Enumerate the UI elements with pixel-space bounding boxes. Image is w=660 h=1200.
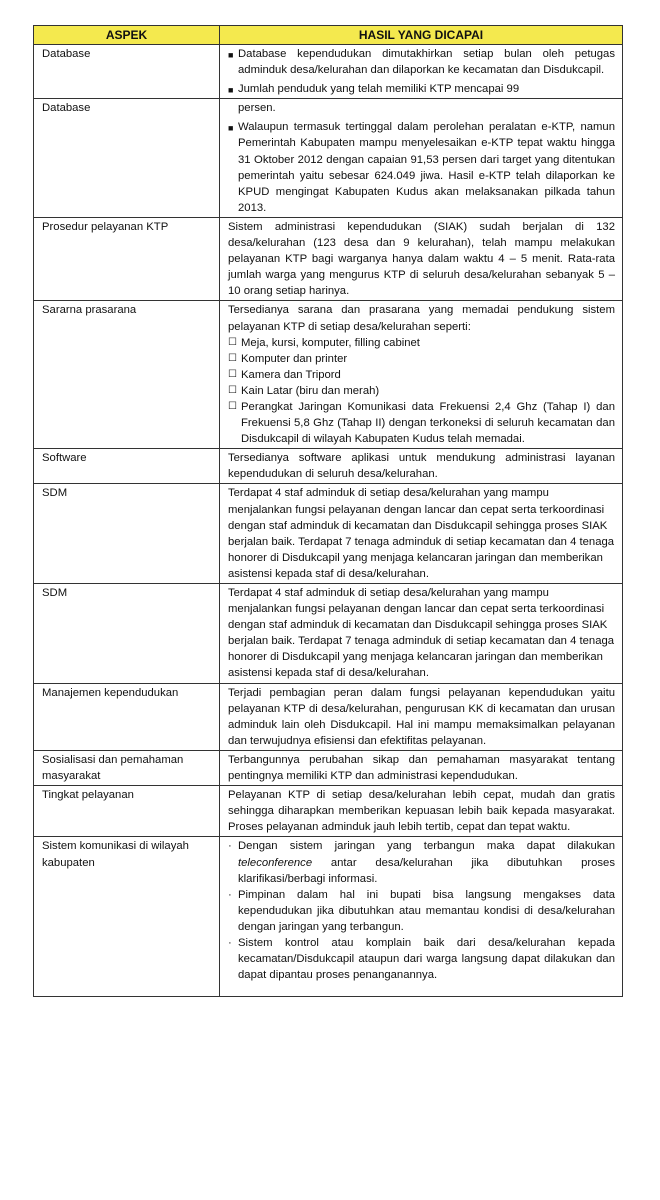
- checkbox-icon: ☐: [228, 336, 237, 348]
- table-row: [34, 786, 623, 837]
- checkbox-icon: ☐: [228, 384, 237, 396]
- dot-item: · Dengan sistem jaringan yang terbangun maka dapat dilakukan teleconference antar desa/kelurahan jika dibutuhkan proses klarifikasi/berbagi informasi.: [228, 840, 615, 885]
- table-row: [34, 683, 623, 750]
- dot-bullet-icon: ·: [228, 840, 232, 853]
- table-row: [34, 449, 623, 484]
- table-row: [34, 99, 623, 218]
- square-bullet-icon: ■: [228, 85, 234, 96]
- result-cell: Terdapat 4 staf adminduk di setiap desa/kelurahan yang mampu menjalankan fungsi pelayanan dengan lancar dan cepat serta terkoordinasi dengan staf adminduk di kecamatan dan Disdukcapil sehingga proses SIAK berjalan baik. Terdapat 7 tenaga adminduk di setiap kecamatan dan 4 tenaga honorer di Disdukcapil yang menjaga kelancaran jaringan dan memberikan asistensi kepada staf di desa/kelurahan.: [220, 484, 623, 584]
- result-cell: Terdapat 4 staf adminduk di setiap desa/kelurahan yang mampu menjalankan fungsi pelayanan dengan lancar dan cepat serta terkoordinasi dengan staf adminduk di kecamatan dan Disdukcapil sehingga proses SIAK berjalan baik. Terdapat 7 tenaga adminduk di setiap kecamatan dan 4 tenaga honorer di Disdukcapil yang menjaga kelancaran jaringan dan memberikan asistensi kepada staf di desa/kelurahan.: [220, 584, 623, 684]
- result-cell: Tersedianya sarana dan prasarana yang memadai pendukung sistem pelayanan KTP di setiap desa/kelurahan seperti: ☐ Meja, kursi, komputer, filling cabinet ☐ Komputer dan printer ☐ Kamera dan Tripord ☐ Kain Latar (biru dan merah) ☐ Perangkat Jaringan Komunikasi data Frekuensi 2,4 Ghz (Tahap I) dan Frekuensi 5,8 Ghz (Tahap II) dengan terkoneksi di seluruh kecamatan dan Disdukcapil di wilayah Kabupaten Kudus telah memadai.: [220, 301, 623, 449]
- result-cell: [220, 837, 623, 997]
- table-row: [34, 45, 623, 99]
- results-table: [33, 25, 623, 997]
- bullet-item: ■ Walaupun termasuk tertinggal dalam perolehan peralatan e-KTP, namun Pemerintah Kabupaten mampu menyelesaikan e-KTP tepat waktu hingga 31 Oktober 2012 dengan capaian 91,53 persen dari target yang ditentukan pemerintah yaitu sebesar 624.049 jiwa. Hasil e-KTP telah dilaporkan ke KPUD mengingat Kabupaten Kudus akan melaksanakan pilkada tahun 2013.: [228, 121, 615, 214]
- checklist-item: ☐ Kamera dan Tripord: [228, 367, 615, 383]
- aspect-cell: Sistem komunikasi di wilayah kabupaten: [34, 837, 220, 997]
- aspect-cell: Software: [34, 449, 220, 484]
- dot-bullet-icon: ·: [228, 936, 232, 949]
- aspect-cell: Tingkat pelayanan: [34, 786, 220, 837]
- bullet-item: ■ Database kependudukan dimutakhirkan setiap bulan oleh petugas adminduk desa/kelurahan dan dilaporkan ke kecamatan dan Disdukcapil.: [228, 48, 615, 77]
- table-row: [34, 484, 623, 584]
- aspect-cell: SDM: [34, 484, 220, 584]
- aspect-cell: Manajemen kependudukan: [34, 683, 220, 750]
- header-aspek: ASPEK: [34, 26, 220, 45]
- table-row: [34, 750, 623, 785]
- result-cell: [220, 45, 623, 99]
- dot-bullet-icon: ·: [228, 888, 232, 901]
- checklist-item: ☐ Kain Latar (biru dan merah): [228, 383, 615, 399]
- continuation-text: persen.: [238, 102, 276, 115]
- checkbox-icon: ☐: [228, 352, 237, 364]
- table-row: [34, 301, 623, 449]
- square-bullet-icon: ■: [228, 123, 234, 134]
- square-bullet-icon: ■: [228, 50, 234, 60]
- result-cell: Pelayanan KTP di setiap desa/kelurahan lebih cepat, mudah dan gratis sehingga diharapkan memberikan kepuasan lebih baik kepada masyarakat. Proses pelayanan adminduk jauh lebih tertib, cepat dan tepat waktu.: [220, 786, 623, 837]
- dot-item: · Pimpinan dalam hal ini bupati bisa langsung mengakses data kependudukan jika dibutuhkan atau memantau kondisi di desa/kelurahan dengan jaringan yang terbangun.: [228, 888, 615, 933]
- result-cell: Terbangunnya perubahan sikap dan pemahaman masyarakat tentang pentingnya memiliki KTP dan administrasi kependudukan.: [220, 750, 623, 785]
- header-hasil: HASIL YANG DICAPAI: [220, 26, 623, 45]
- table-row: [34, 837, 623, 997]
- aspect-cell: Database: [34, 45, 220, 99]
- result-cell: Sistem administrasi kependudukan (SIAK) sudah berjalan di 132 desa/kelurahan (123 desa dan 9 kelurahan), telah mampu melakukan pelayanan KTP bagi warganya hanya dalam waktu 4 – 5 menit. Rata-rata jumlah warga yang mengurus KTP di seluruh desa/kelurahan sebanyak 5 – 10 orang setiap harinya.: [220, 217, 623, 300]
- result-cell: Terjadi pembagian peran dalam fungsi pelayanan kependudukan yaitu pelayanan KTP di desa/kelurahan, pengurusan KK di kecamatan dan urusan adminduk lain oleh Disdukcapil. Hal ini mampu memaksimalkan pelayanan dan terwujudnya efisiensi dan efektifitas pelayanan.: [220, 683, 623, 750]
- dot-item: · Sistem kontrol atau komplain baik dari desa/kelurahan kepada kecamatan/Disdukcapil ataupun dari warga langsung dapat dilakukan dan dapat dipantau proses penanganannya.: [228, 936, 615, 982]
- header-row: [34, 26, 623, 45]
- checklist-item: ☐ Komputer dan printer: [228, 351, 615, 367]
- result-cell: Tersedianya software aplikasi untuk mendukung administrasi layanan kependudukan di seluruh desa/kelurahan.: [220, 449, 623, 484]
- bullet-item: ■ Jumlah penduduk yang telah memiliki KTP mencapai 99: [228, 81, 615, 97]
- checklist-item: ☐ Meja, kursi, komputer, filling cabinet: [228, 335, 615, 351]
- result-cell: [220, 99, 623, 218]
- aspect-cell: Database: [34, 99, 220, 218]
- checkbox-icon: ☐: [228, 400, 237, 412]
- aspect-cell: Sararna prasarana: [34, 301, 220, 449]
- aspect-cell: SDM: [34, 584, 220, 684]
- aspect-cell: Prosedur pelayanan KTP: [34, 217, 220, 300]
- checkbox-icon: ☐: [228, 368, 237, 380]
- aspect-cell: Sosialisasi dan pemahaman masyarakat: [34, 750, 220, 785]
- checklist-item: ☐ Perangkat Jaringan Komunikasi data Frekuensi 2,4 Ghz (Tahap I) dan Frekuensi 5,8 Ghz (Tahap II) dengan terkoneksi di seluruh kecamatan dan Disdukcapil di wilayah Kabupaten Kudus telah memadai.: [228, 400, 615, 446]
- table-row: [34, 217, 623, 300]
- table-row: [34, 584, 623, 684]
